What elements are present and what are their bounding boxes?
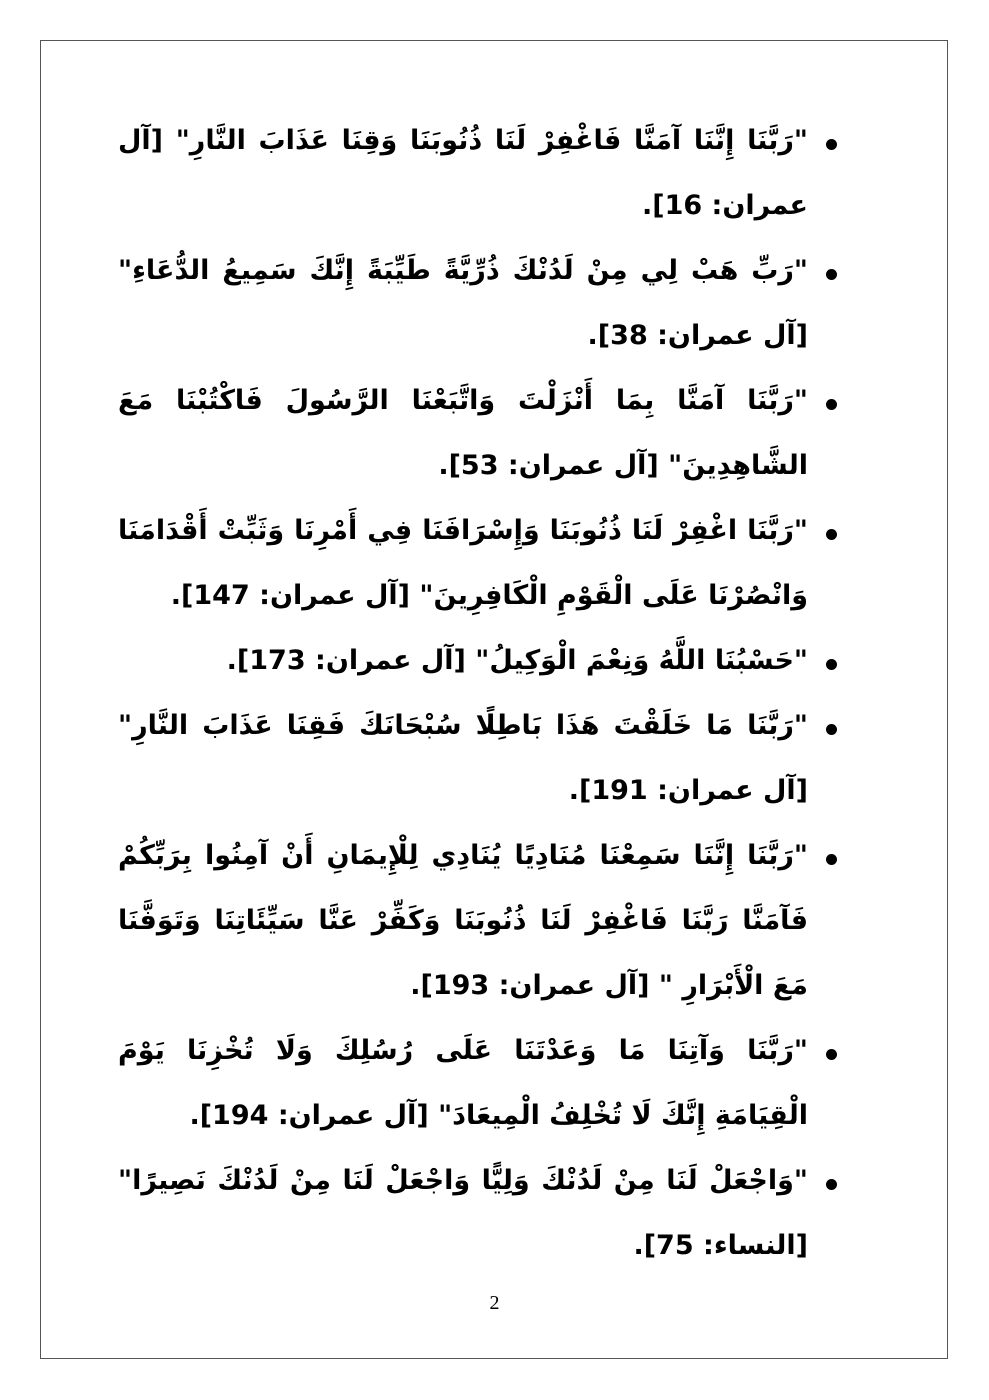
dua-text: "رَبَّنَا إِنَّنَا آمَنَّا فَاغْفِرْ لَنَا ذُنُوبَنَا وَقِنَا عَذَابَ النَّارِ" [آل عمران: 16]. (118, 125, 808, 221)
dua-list (118, 108, 853, 1278)
bullet-icon (826, 529, 837, 540)
bullet-icon (826, 854, 837, 865)
list-item (118, 368, 853, 498)
list-item (118, 628, 853, 693)
list-item (118, 108, 853, 238)
list-item (118, 693, 853, 823)
bullet-icon (826, 1049, 837, 1060)
dua-text: "رَبَّنَا إِنَّنَا سَمِعْنَا مُنَادِيًا يُنَادِي لِلْإِيمَانِ أَنْ آمِنُوا بِرَبِّكُمْ فَآمَنَّا رَبَّنَا فَاغْفِرْ لَنَا ذُنُوبَنَا وَكَفِّرْ عَنَّا سَيِّئَاتِنَا وَتَوَفَّنَا مَعَ الْأَبْرَارِ " [آل عمران: 193]. (118, 840, 808, 1001)
page-number: 2 (489, 1292, 500, 1314)
bullet-icon (826, 399, 837, 410)
dua-text: "رَبَّنَا وَآتِنَا مَا وَعَدْتَنَا عَلَى رُسُلِكَ وَلَا تُخْزِنَا يَوْمَ الْقِيَامَةِ إِنَّكَ لَا تُخْلِفُ الْمِيعَادَ" [آل عمران: 194]. (118, 1035, 808, 1131)
bullet-icon (826, 659, 837, 670)
list-item (118, 238, 853, 368)
list-item (118, 823, 853, 1018)
list-item (118, 1148, 853, 1278)
bullet-icon (826, 724, 837, 735)
bullet-icon (826, 269, 837, 280)
dua-text: "رَبِّ هَبْ لِي مِنْ لَدُنْكَ ذُرِّيَّةً طَيِّبَةً إِنَّكَ سَمِيعُ الدُّعَاءِ" [آل عمران: 38]. (118, 255, 808, 351)
dua-text: "رَبَّنَا آمَنَّا بِمَا أَنْزَلْتَ وَاتَّبَعْنَا الرَّسُولَ فَاكْتُبْنَا مَعَ الشَّاهِدِينَ" [آل عمران: 53]. (118, 385, 808, 481)
bullet-icon (826, 139, 837, 150)
dua-text: "رَبَّنَا مَا خَلَقْتَ هَذَا بَاطِلًا سُبْحَانَكَ فَقِنَا عَذَابَ النَّارِ" [آل عمران: 191]. (118, 710, 808, 806)
list-item (118, 498, 853, 628)
list-item (118, 1018, 853, 1148)
dua-text: "حَسْبُنَا اللَّهُ وَنِعْمَ الْوَكِيلُ" [آل عمران: 173]. (226, 645, 808, 676)
dua-text: "وَاجْعَلْ لَنَا مِنْ لَدُنْكَ وَلِيًّا وَاجْعَلْ لَنَا مِنْ لَدُنْكَ نَصِيرًا" [النساء: 75]. (118, 1165, 808, 1261)
dua-text: "رَبَّنَا اغْفِرْ لَنَا ذُنُوبَنَا وَإِسْرَافَنَا فِي أَمْرِنَا وَثَبِّتْ أَقْدَامَنَا وَانْصُرْنَا عَلَى الْقَوْمِ الْكَافِرِينَ" [آل عمران: 147]. (118, 515, 808, 611)
bullet-icon (826, 1179, 837, 1190)
